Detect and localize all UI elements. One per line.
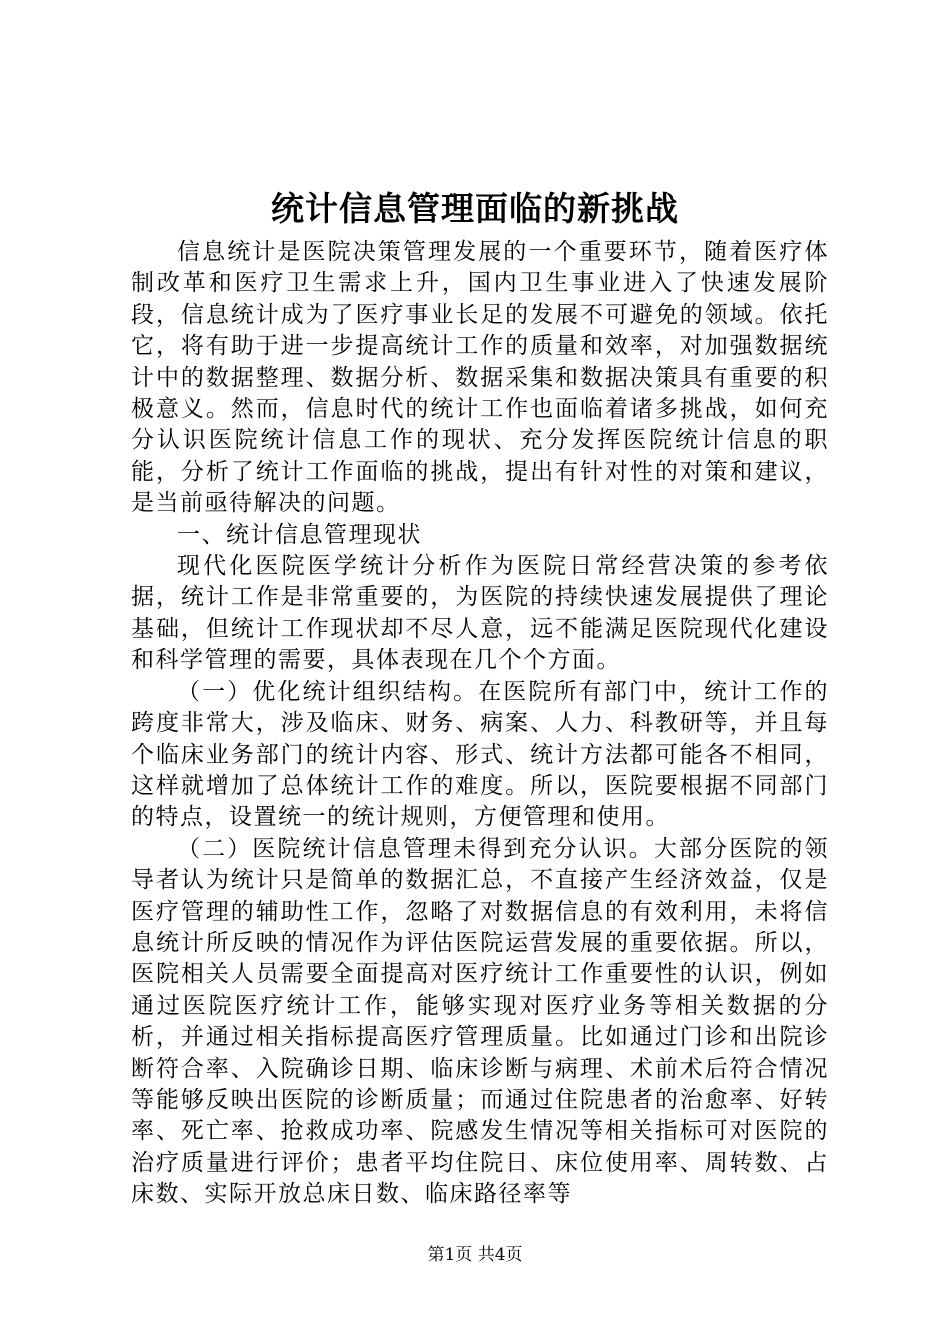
document-title: 统计信息管理面临的新挑战 bbox=[271, 189, 679, 228]
section-heading: 一、统计信息管理现状 bbox=[177, 521, 422, 548]
paragraph-intro: 信息统计是医院决策管理发展的一个重要环节，随着医疗体制改革和医疗卫生需求上升，国内卫生事业进入了快速发展阶段，信息统计成为了医疗事业长足的发展不可避免的领域。依托它，将有助于进一步提高统计工作的质量和效率，对加强数据统计中的数据整理、数据分析、数据采集和数据决策具有重要的积极意义。然而，信息时代的统计工作也面临着诸多挑战，如何充分认识医院统计信息工作的现状、充分发挥医院统计信息的职能，分析了统计工作面临的挑战，提出有针对性的对策和建议，是当前亟待解决的问题。 bbox=[131, 239, 829, 517]
paragraph-item-1: （一）优化统计组织结构。在医院所有部门中，统计工作的跨度非常大，涉及临床、财务、病案、人力、科教研等，并且每个临床业务部门的统计内容、形式、统计方法都可能各不相同，这样就增加了总体统计工作的难度。所以，医院要根据不同部门的特点，设置统一的统计规则，方便管理和使用。 bbox=[131, 678, 829, 831]
paragraph-status: 现代化医院医学统计分析作为医院日常经营决策的参考依据，统计工作是非常重要的，为医院的持续快速发展提供了理论基础，但统计工作现状却不尽人意，远不能满足医院现代化建设和科学管理的需要，具体表现在几个个方面。 bbox=[131, 553, 829, 674]
page-number-footer: 第1页 共4页 bbox=[427, 1245, 523, 1265]
paragraph-item-2: （二）医院统计信息管理未得到充分认识。大部分医院的领导者认为统计只是简单的数据汇总，不直接产生经济效益，仅是医疗管理的辅助性工作，忽略了对数据信息的有效利用，未将信息统计所反映的情况作为评估医院运营发展的重要依据。所以，医院相关人员需要全面提高对医疗统计工作重要性的认识，例如通过医院医疗统计工作，能够实现对医疗业务等相关数据的分析，并通过相关指标提高医疗管理质量。比如通过门诊和出院诊断符合率、入院确诊日期、临床诊断与病理、术前术后符合情况等能够反映出医院的诊断质量；而通过住院患者的治愈率、好转率、死亡率、抢救成功率、院感发生情况等相关指标可对医院的治疗质量进行评价；患者平均住院日、床位使用率、周转数、占床数、实际开放总床日数、临床路径率等 bbox=[131, 835, 829, 1208]
document-body bbox=[131, 237, 829, 1211]
